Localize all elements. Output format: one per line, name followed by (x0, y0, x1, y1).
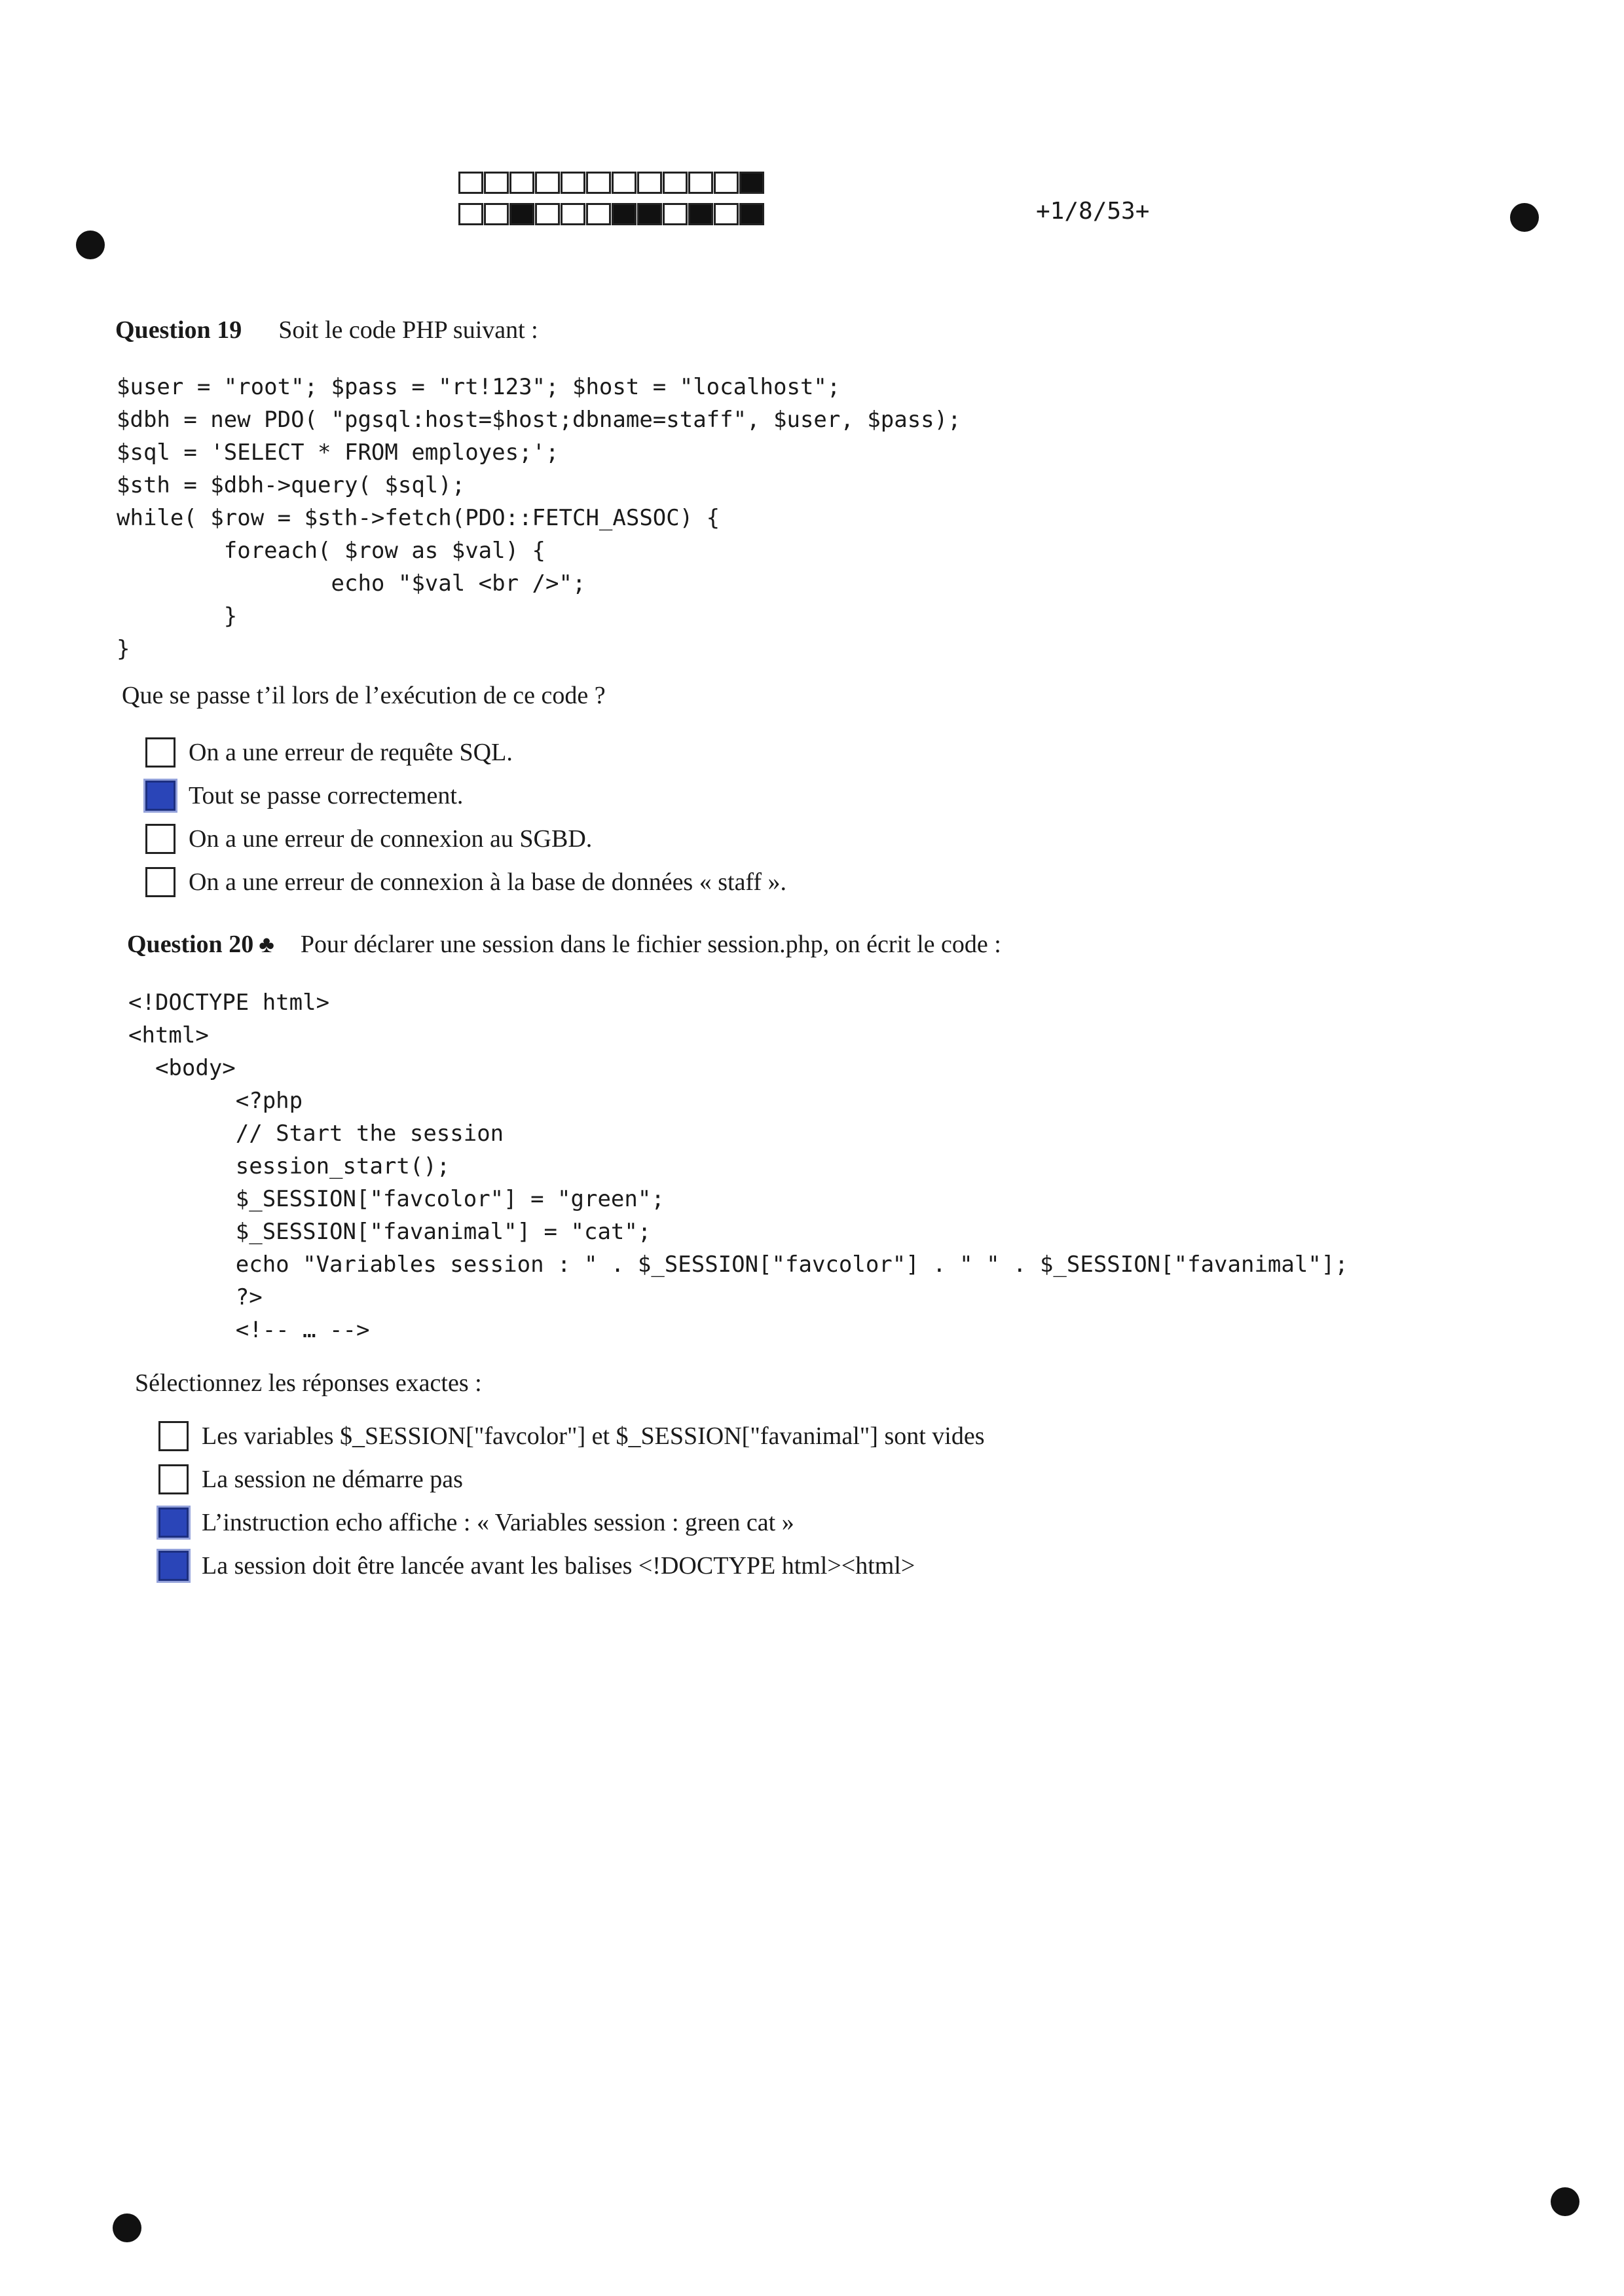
barcode-cell (688, 172, 713, 194)
barcode-row-bottom (458, 203, 765, 225)
question-20-header (127, 930, 1001, 959)
answer-option[interactable] (145, 824, 592, 854)
code-line: // Start the session (128, 1120, 504, 1147)
barcode-cell (688, 203, 713, 225)
question-20-code (128, 986, 1348, 1346)
code-line: <!-- … --> (128, 1317, 370, 1343)
question-20-title: Question 20 (127, 931, 254, 958)
barcode-cell (509, 203, 534, 225)
barcode-cell (484, 172, 509, 194)
question-19-code (117, 371, 961, 665)
answer-option-label: Tout se passe correctement. (189, 782, 464, 809)
barcode-cell (663, 172, 688, 194)
code-line: echo "Variables session : " . $_SESSION["favcolor"] . " " . $_SESSION["favanimal"]; (128, 1251, 1348, 1278)
answer-option-label: L’instruction echo affiche : « Variables session : green cat » (202, 1509, 794, 1536)
answer-option-label: On a une erreur de connexion à la base de données « staff ». (189, 868, 787, 896)
answer-option[interactable] (145, 867, 786, 897)
question-19-intro: Soit le code PHP suivant : (278, 316, 538, 344)
checkbox[interactable] (145, 737, 175, 768)
barcode-cell (739, 172, 764, 194)
barcode-cell (535, 203, 560, 225)
code-line: session_start(); (128, 1153, 451, 1179)
code-line: <!DOCTYPE html> (128, 990, 330, 1016)
barcode-cell (586, 203, 611, 225)
checkbox[interactable] (158, 1464, 189, 1494)
checkbox[interactable] (158, 1421, 189, 1451)
barcode-cell (637, 203, 662, 225)
barcode-row-top (458, 172, 765, 194)
code-line: foreach( $row as $val) { (117, 538, 546, 564)
code-line: } (117, 636, 130, 662)
code-line: <body> (128, 1055, 236, 1081)
answer-option-label: La session ne démarre pas (202, 1466, 463, 1493)
barcode-cell (561, 172, 585, 194)
code-line: ?> (128, 1284, 263, 1310)
code-line: $sql = 'SELECT * FROM employes;'; (117, 439, 559, 466)
code-line: <html> (128, 1022, 209, 1048)
checked-checkbox[interactable] (158, 1551, 189, 1581)
barcode-cell (663, 203, 688, 225)
barcode-cell (739, 203, 764, 225)
answer-option[interactable] (145, 737, 513, 768)
answer-option[interactable] (158, 1551, 915, 1581)
barcode-cell (586, 172, 611, 194)
question-19-prompt: Que se passe t’il lors de l’exécution de ce code ? (122, 682, 606, 709)
barcode-cell (714, 203, 739, 225)
registration-mark-bottom-right (1551, 2187, 1579, 2216)
answer-option-label: La session doit être lancée avant les balises <!DOCTYPE html><html> (202, 1552, 915, 1580)
code-line: } (117, 603, 238, 629)
checkbox[interactable] (145, 867, 175, 897)
answer-option[interactable] (158, 1421, 985, 1451)
code-line: $user = "root"; $pass = "rt!123"; $host = "localhost"; (117, 374, 841, 400)
answer-option-label: Les variables $_SESSION["favcolor"] et $_SESSION["favanimal"] sont vides (202, 1422, 985, 1450)
code-line: $_SESSION["favcolor"] = "green"; (128, 1186, 665, 1212)
code-line: while( $row = $sth->fetch(PDO::FETCH_ASSOC) { (117, 505, 720, 531)
barcode-cell (714, 172, 739, 194)
answer-option[interactable] (158, 1464, 463, 1494)
question-20-intro: Pour déclarer une session dans le fichier session.php, on écrit le code : (300, 931, 1001, 958)
barcode-cell (484, 203, 509, 225)
question-19-title: Question 19 (115, 316, 242, 344)
answer-option[interactable] (145, 781, 463, 811)
checked-checkbox[interactable] (145, 781, 175, 811)
code-line: $sth = $dbh->query( $sql); (117, 472, 466, 498)
barcode-cell (561, 203, 585, 225)
question-19-header (115, 316, 538, 344)
code-line: $dbh = new PDO( "pgsql:host=$host;dbname=staff", $user, $pass); (117, 407, 961, 433)
registration-mark-top-left (76, 231, 105, 259)
registration-mark-bottom-left (113, 2213, 141, 2242)
barcode-cell (637, 172, 662, 194)
answer-option[interactable] (158, 1508, 794, 1538)
code-line: <?php (128, 1088, 303, 1114)
answer-option-label: On a une erreur de requête SQL. (189, 739, 513, 766)
code-line: echo "$val <br />"; (117, 570, 586, 597)
barcode-cell (458, 203, 483, 225)
club-icon: ♣ (259, 931, 274, 957)
barcode-cell (612, 203, 637, 225)
barcode-cell (612, 172, 637, 194)
page-id: +1/8/53+ (1036, 198, 1150, 225)
registration-mark-top-right (1510, 203, 1539, 232)
checked-checkbox[interactable] (158, 1508, 189, 1538)
barcode-cell (458, 172, 483, 194)
code-line: $_SESSION["favanimal"] = "cat"; (128, 1219, 652, 1245)
checkbox[interactable] (145, 824, 175, 854)
question-20-prompt: Sélectionnez les réponses exactes : (135, 1369, 482, 1397)
answer-option-label: On a une erreur de connexion au SGBD. (189, 825, 593, 853)
barcode-cell (535, 172, 560, 194)
barcode-cell (509, 172, 534, 194)
